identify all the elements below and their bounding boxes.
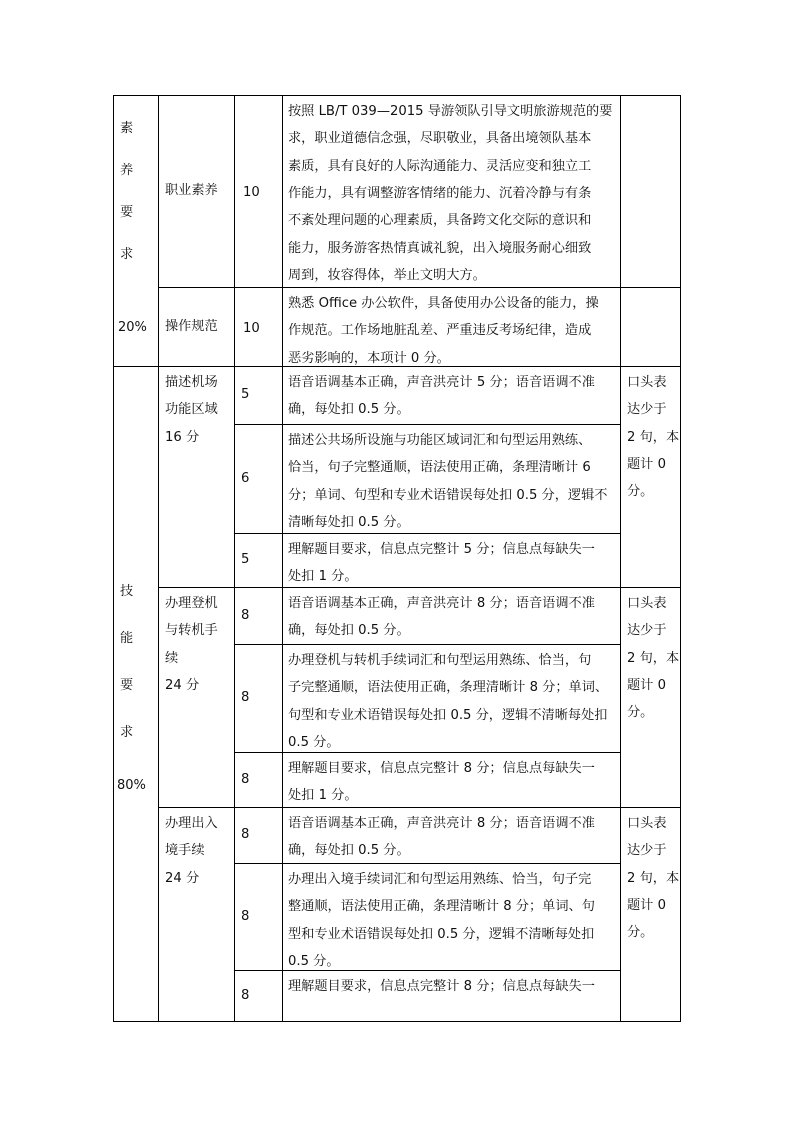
criteria-line: 作规范。工作场地脏乱差、严重违反考场纪律，造成 bbox=[288, 323, 592, 339]
criteria-line: 型和专业术语错误每处扣 0.5 分，逻辑不清晰每处扣 bbox=[288, 926, 595, 942]
criteria-line: 周到，妆容得体，举止文明大方。 bbox=[288, 267, 486, 283]
criteria-line: 作能力，具有调整游客情绪的能力、沉着冷静与有条 bbox=[288, 185, 592, 201]
note-line: 分。 bbox=[627, 705, 654, 721]
criteria-line: 理解题目要求，信息点完整计 8 分；信息点每缺失一 bbox=[288, 979, 595, 994]
item-name-line: 办理出入 bbox=[165, 816, 218, 831]
note-line: 达少于 bbox=[627, 843, 667, 859]
section-weight: 20% bbox=[118, 320, 147, 335]
note-line: 口头表 bbox=[627, 816, 667, 831]
group-divider bbox=[158, 807, 680, 808]
criteria-line: 办理登机与转机手续词汇和句型运用熟练、恰当，句 bbox=[288, 653, 592, 668]
item-score: 6 bbox=[241, 470, 250, 486]
criteria-line: 不紊处理问题的心理素质，具备跨文化交际的意识和 bbox=[288, 213, 592, 229]
criteria-line: 0.5 分。 bbox=[288, 953, 340, 969]
item-score: 5 bbox=[241, 387, 250, 403]
note-line: 题计 0 bbox=[627, 897, 666, 913]
table-vline-1 bbox=[158, 95, 159, 1021]
criteria-line: 恰当，句子完整通顺，语法使用正确，条理清晰计 6 bbox=[288, 460, 591, 476]
criteria-line: 确，每处扣 0.5 分。 bbox=[288, 402, 410, 418]
criteria-line: 处扣 1 分。 bbox=[288, 569, 358, 585]
item-name-line: 功能区域 bbox=[165, 402, 218, 418]
item-name-line: 与转机手 bbox=[165, 623, 218, 639]
item-score: 8 bbox=[241, 690, 250, 706]
criteria-line: 整通顺，语法使用正确，条理清晰计 8 分；单词、句 bbox=[288, 899, 595, 915]
group-divider bbox=[158, 587, 680, 588]
item-score: 5 bbox=[241, 552, 250, 568]
item-name-line: 24 分 bbox=[165, 870, 200, 886]
note-line: 2 句，本 bbox=[627, 650, 680, 666]
table-bottom-border bbox=[113, 1021, 681, 1022]
criteria-line: 清晰每处扣 0.5 分。 bbox=[288, 514, 410, 530]
item-name: 职业素养 bbox=[165, 183, 218, 199]
criteria-line: 分；单词、句型和专业术语错误每处扣 0.5 分，逻辑不 bbox=[288, 487, 608, 503]
criteria-line: 熟悉 Office 办公软件，具备使用办公设备的能力，操 bbox=[288, 296, 599, 311]
item-name-line: 续 bbox=[165, 650, 179, 666]
item-score: 8 bbox=[241, 987, 250, 1003]
item-score: 8 bbox=[241, 607, 250, 623]
table-vline-0 bbox=[113, 95, 114, 1021]
note-line: 题计 0 bbox=[627, 677, 666, 693]
criteria-line: 理解题目要求，信息点完整计 5 分；信息点每缺失一 bbox=[288, 542, 595, 557]
criteria-line: 处扣 1 分。 bbox=[288, 788, 358, 804]
item-score: 8 bbox=[241, 908, 250, 924]
criteria-line: 语音语调基本正确，声音洪亮计 8 分；语音语调不准 bbox=[288, 816, 595, 831]
criteria-line: 语音语调基本正确，声音洪亮计 8 分；语音语调不准 bbox=[288, 596, 595, 611]
table-vline-2 bbox=[234, 95, 235, 1021]
note-line: 口头表 bbox=[627, 596, 667, 611]
note-line: 2 句，本 bbox=[627, 429, 680, 445]
section-label-char: 要 bbox=[120, 205, 134, 220]
note-line: 分。 bbox=[627, 925, 654, 941]
table-top-border bbox=[113, 95, 681, 96]
item-score: 10 bbox=[243, 185, 260, 201]
note-line: 题计 0 bbox=[627, 456, 666, 472]
item-name: 操作规范 bbox=[165, 318, 218, 334]
criteria-line: 按照 LB/T 039—2015 导游领队引导文明旅游规范的要 bbox=[288, 104, 613, 119]
criteria-line: 子完整通顺，语法使用正确，条理清晰计 8 分；单词、 bbox=[288, 680, 609, 696]
note-line: 2 句，本 bbox=[627, 870, 680, 886]
note-line: 口头表 bbox=[627, 375, 667, 390]
criteria-line: 确，每处扣 0.5 分。 bbox=[288, 623, 410, 639]
item-name-line: 办理登机 bbox=[165, 596, 218, 611]
item-score: 8 bbox=[241, 827, 250, 843]
criteria-line: 理解题目要求，信息点完整计 8 分；信息点每缺失一 bbox=[288, 761, 595, 776]
criteria-line: 能力，服务游客热情真诚礼貌，出入境服务耐心细致 bbox=[288, 240, 592, 256]
criteria-line: 求，职业道德信念强，尽职敬业，具备出境领队基本 bbox=[288, 131, 592, 147]
section-label-char: 求 bbox=[120, 247, 134, 262]
section-label-char: 素 bbox=[120, 121, 134, 136]
criteria-line: 语音语调基本正确，声音洪亮计 5 分；语音语调不准 bbox=[288, 375, 595, 390]
item-name-line: 16 分 bbox=[165, 429, 200, 445]
section-label-char: 养 bbox=[120, 163, 134, 178]
criteria-line: 描述公共场所设施与功能区域词汇和句型运用熟练、 bbox=[288, 433, 592, 448]
item-score: 8 bbox=[241, 771, 250, 787]
criteria-line: 素质，具有良好的人际沟通能力、灵活应变和独立工 bbox=[288, 158, 592, 174]
table-vline-3 bbox=[282, 95, 283, 1021]
criteria-line: 0.5 分。 bbox=[288, 734, 340, 750]
item-name-line: 描述机场 bbox=[165, 375, 218, 390]
note-line: 达少于 bbox=[627, 402, 667, 418]
section-weight: 80% bbox=[117, 778, 146, 793]
note-line: 分。 bbox=[627, 484, 654, 500]
item-score: 10 bbox=[243, 320, 260, 336]
criteria-line: 恶劣影响的，本项计 0 分。 bbox=[288, 350, 450, 366]
section-label-char: 要 bbox=[120, 678, 134, 693]
criteria-line: 句型和专业术语错误每处扣 0.5 分，逻辑不清晰每处扣 bbox=[288, 707, 608, 723]
row-divider bbox=[234, 424, 620, 425]
table-vline-5 bbox=[680, 95, 681, 1021]
note-line: 达少于 bbox=[627, 623, 667, 639]
section-label-char: 技 bbox=[120, 584, 134, 599]
item-name-line: 境手续 bbox=[165, 843, 205, 859]
section-label-char: 求 bbox=[120, 725, 134, 740]
section-label-char: 能 bbox=[120, 631, 134, 646]
criteria-line: 确，每处扣 0.5 分。 bbox=[288, 843, 410, 859]
table-vline-4 bbox=[620, 95, 621, 1021]
criteria-line: 办理出入境手续词汇和句型运用熟练、恰当，句子完 bbox=[288, 872, 592, 887]
item-name-line: 24 分 bbox=[165, 677, 200, 693]
